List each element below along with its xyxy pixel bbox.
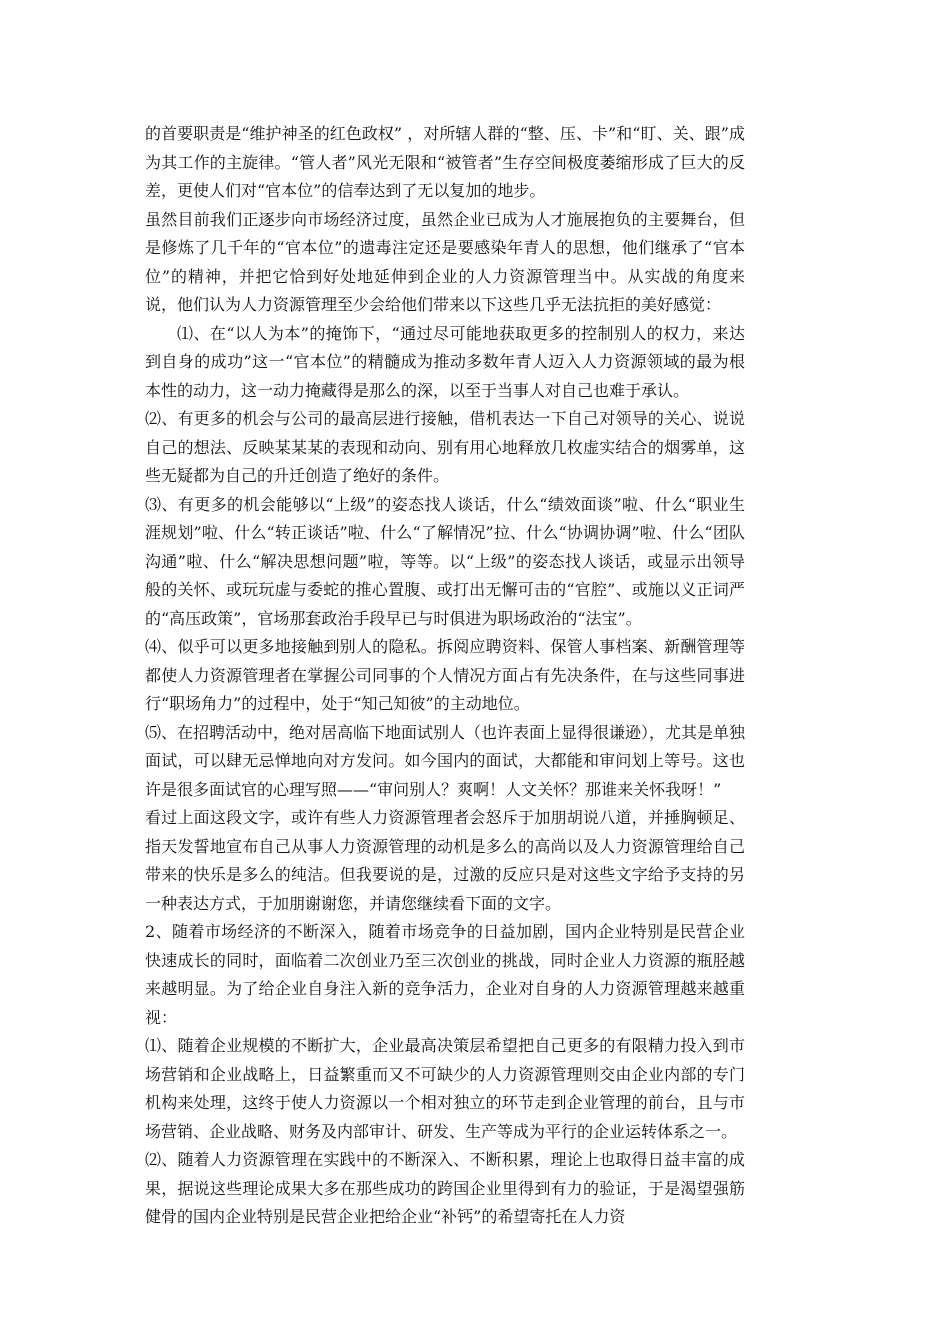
document-body — [145, 120, 745, 1232]
paragraph-section-2-point-1: ⑴、随着企业规模的不断扩大，企业最高决策层希望把自己更多的有限精力投入到市场营销和企业战略上，日益繁重而又不可缺少的人力资源管理则交由企业内部的专门机构来处理，这终于使人力资源以一个相对独立的环节走到企业管理的前台，且与市场营销、企业战略、财务及内部审计、研发、生产等成为平行的企业运转体系之一。 — [145, 1036, 745, 1141]
paragraph-point-4: ⑷、似乎可以更多地接触到别人的隐私。拆阅应聘资料、保管人事档案、新酬管理等都使人力资源管理者在掌握公司同事的个人情况方面占有先决条件，在与这些同事进行“职场角力”的过程中，处于“知己知彼”的主动地位。 — [145, 637, 745, 713]
paragraph-section-2: 2、随着市场经济的不断深入，随着市场竞争的日益加剧，国内企业特别是民营企业快速成长的同时，面临着二次创业乃至三次创业的挑战，同时企业人力资源的瓶胫越来越明显。为了给企业自身注入新的竞争活力，企业对自身的人力资源管理越来越重视： — [145, 922, 745, 1027]
paragraph-section-2-point-2: ⑵、随着人力资源管理在实践中的不断深入、不断积累，理论上也取得日益丰富的成果，据说这些理论成果大多在那些成功的跨国企业里得到有力的验证，于是渴望强筋健骨的国内企业特别是民营企业把给企业“补钙”的希望寄托在人力资 — [145, 1150, 745, 1226]
paragraph-point-3: ⑶、有更多的机会能够以“上级”的姿态找人谈话，什么“绩效面谈”啦、什么“职业生涯规划”啦、什么“转正谈话”啦、什么“了解情况”拉、什么“协调协调”啦、什么“团队沟通”啦、什么“解决思想问题”啦，等等。以“上级”的姿态找人谈话，或显示出领导般的关怀、或玩玩虚与委蛇的推心置腹、或打出无懈可击的“官腔”、或施以义正词严的“高压政策”，官场那套政治手段早已与时俱进为职场政治的“法宝”。 — [145, 494, 745, 628]
paragraph-point-1: ⑴、在“以人为本”的掩饰下，“通过尽可能地获取更多的控制别人的权力，来达到自身的成功”这一“官本位”的精髓成为推动多数年青人迈入人力资源领域的最为根本性的动力，这一动力掩藏得是那么的深，以至于当事人对自己也难于承认。 — [145, 323, 745, 400]
paragraph-1: 的首要职责是“维护神圣的红色政权” ，对所辖人群的“整、压、卡”和“盯、关、跟”成为其工作的主旋律。“管人者”风光无限和“被管者”生存空间极度萎缩形成了巨大的反差，更使人们对“官本位”的信奉达到了无以复加的地步。 — [145, 124, 745, 200]
paragraph-2: 虽然目前我们正逐步向市场经济过度，虽然企业已成为人才施展抱负的主要舞台，但是修炼了几千年的“官本位”的遗毒注定还是要感染年青人的思想，他们继承了“官本位”的精神，并把它恰到好处地延伸到企业的人力资源管理当中。从实战的角度来说，他们认为人力资源管理至少会给他们带来以下这些几乎无法抗拒的美好感觉： — [145, 209, 745, 314]
paragraph-response: 看过上面这段文字，或许有些人力资源管理者会怒斥于加朋胡说八道，并捶胸顿足、指天发誓地宣布自己从事人力资源管理的动机是多么的高尚以及人力资源管理给自己带来的快乐是多么的纯洁。但我要说的是，过激的反应只是对这些文字给予支持的另一种表达方式，于加朋谢谢您，并请您继续看下面的文字。 — [145, 808, 745, 913]
paragraph-point-2: ⑵、有更多的机会与公司的最高层进行接触，借机表达一下自己对领导的关心、说说自己的想法、反映某某某的表现和动向、别有用心地释放几枚虚实结合的烟雾单，这些无疑都为自己的升迁创造了绝好的条件。 — [145, 409, 745, 485]
paragraph-point-5: ⑸、在招聘活动中，绝对居高临下地面试别人（也许表面上显得很谦逊），尤其是单独面试，可以肆无忌惮地向对方发问。如今国内的面试，大都能和审问划上等号。这也许是很多面试官的心理写照——“审问别人？爽啊！人文关怀？那谁来关怀我呀！” — [145, 722, 746, 799]
